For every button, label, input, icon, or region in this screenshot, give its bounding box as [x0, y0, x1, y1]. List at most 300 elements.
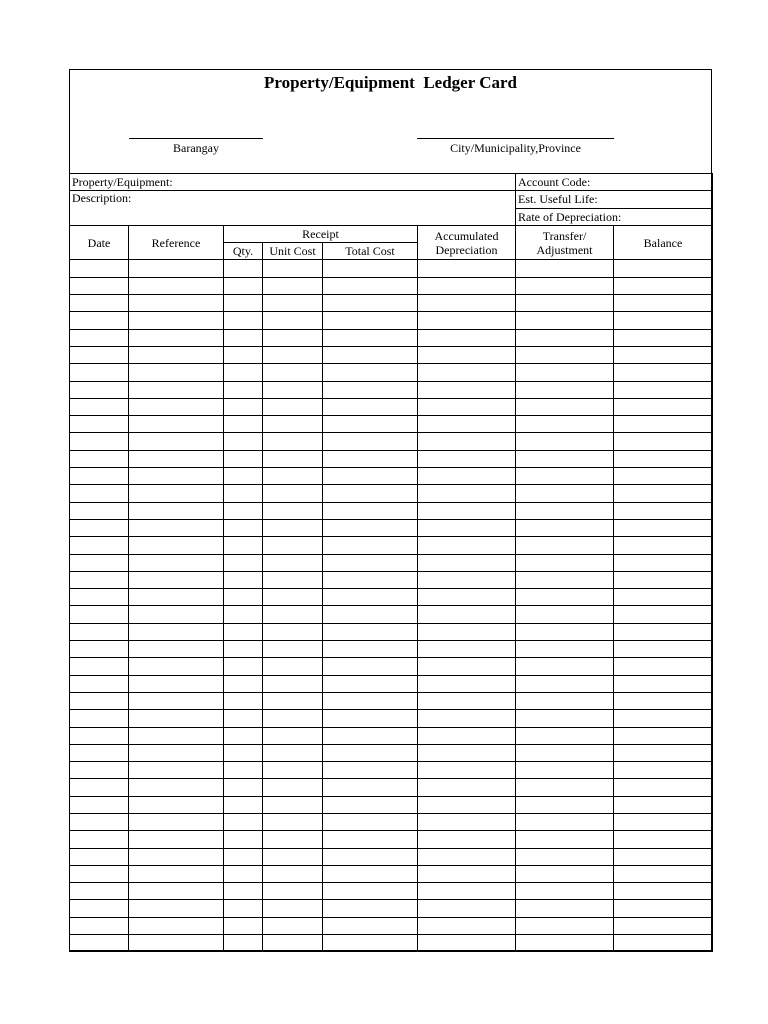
table-cell[interactable]	[323, 641, 418, 658]
table-cell[interactable]	[224, 779, 263, 796]
table-cell[interactable]	[614, 433, 713, 450]
table-cell[interactable]	[323, 346, 418, 363]
table-cell[interactable]	[418, 312, 516, 329]
table-cell[interactable]	[516, 468, 614, 485]
table-cell[interactable]	[129, 312, 224, 329]
table-cell[interactable]	[614, 589, 713, 606]
table-cell[interactable]	[224, 917, 263, 934]
table-cell[interactable]	[516, 554, 614, 571]
table-cell[interactable]	[418, 658, 516, 675]
table-cell[interactable]	[70, 381, 129, 398]
table-cell[interactable]	[263, 329, 323, 346]
table-cell[interactable]	[70, 917, 129, 934]
table-cell[interactable]	[516, 848, 614, 865]
table-cell[interactable]	[323, 468, 418, 485]
table-cell[interactable]	[323, 277, 418, 294]
table-cell[interactable]	[129, 606, 224, 623]
table-cell[interactable]	[224, 675, 263, 692]
table-cell[interactable]	[516, 641, 614, 658]
table-cell[interactable]	[263, 727, 323, 744]
table-cell[interactable]	[614, 398, 713, 415]
table-cell[interactable]	[418, 468, 516, 485]
table-cell[interactable]	[70, 485, 129, 502]
table-cell[interactable]	[224, 450, 263, 467]
table-cell[interactable]	[516, 692, 614, 709]
table-cell[interactable]	[129, 692, 224, 709]
table-cell[interactable]	[224, 485, 263, 502]
table-cell[interactable]	[614, 710, 713, 727]
table-cell[interactable]	[516, 710, 614, 727]
table-cell[interactable]	[323, 917, 418, 934]
table-cell[interactable]	[614, 468, 713, 485]
table-cell[interactable]	[516, 537, 614, 554]
table-cell[interactable]	[614, 502, 713, 519]
table-cell[interactable]	[323, 364, 418, 381]
table-cell[interactable]	[70, 398, 129, 415]
table-cell[interactable]	[263, 502, 323, 519]
table-cell[interactable]	[70, 433, 129, 450]
table-cell[interactable]	[614, 537, 713, 554]
table-cell[interactable]	[614, 692, 713, 709]
table-cell[interactable]	[263, 813, 323, 830]
table-cell[interactable]	[323, 623, 418, 640]
table-cell[interactable]	[516, 571, 614, 588]
table-cell[interactable]	[516, 589, 614, 606]
table-cell[interactable]	[418, 727, 516, 744]
table-cell[interactable]	[224, 658, 263, 675]
table-cell[interactable]	[224, 883, 263, 900]
table-cell[interactable]	[263, 485, 323, 502]
table-cell[interactable]	[614, 416, 713, 433]
table-cell[interactable]	[516, 744, 614, 761]
table-cell[interactable]	[263, 900, 323, 917]
table-cell[interactable]	[614, 519, 713, 536]
table-cell[interactable]	[323, 900, 418, 917]
table-cell[interactable]	[418, 502, 516, 519]
table-cell[interactable]	[70, 416, 129, 433]
table-cell[interactable]	[516, 900, 614, 917]
table-cell[interactable]	[70, 710, 129, 727]
table-cell[interactable]	[323, 848, 418, 865]
table-cell[interactable]	[70, 779, 129, 796]
table-cell[interactable]	[70, 606, 129, 623]
table-cell[interactable]	[418, 416, 516, 433]
table-cell[interactable]	[323, 519, 418, 536]
table-cell[interactable]	[516, 623, 614, 640]
table-cell[interactable]	[263, 658, 323, 675]
table-cell[interactable]	[516, 346, 614, 363]
table-cell[interactable]	[418, 623, 516, 640]
table-cell[interactable]	[263, 312, 323, 329]
table-cell[interactable]	[70, 571, 129, 588]
table-cell[interactable]	[129, 900, 224, 917]
table-cell[interactable]	[224, 277, 263, 294]
table-cell[interactable]	[516, 796, 614, 813]
table-cell[interactable]	[323, 831, 418, 848]
table-cell[interactable]	[418, 571, 516, 588]
table-cell[interactable]	[516, 416, 614, 433]
table-cell[interactable]	[224, 744, 263, 761]
table-cell[interactable]	[516, 935, 614, 952]
table-cell[interactable]	[418, 900, 516, 917]
table-cell[interactable]	[263, 450, 323, 467]
table-cell[interactable]	[323, 329, 418, 346]
table-cell[interactable]	[323, 675, 418, 692]
table-cell[interactable]	[70, 813, 129, 830]
table-cell[interactable]	[129, 675, 224, 692]
table-cell[interactable]	[614, 623, 713, 640]
table-cell[interactable]	[129, 589, 224, 606]
table-cell[interactable]	[129, 710, 224, 727]
table-cell[interactable]	[129, 329, 224, 346]
table-cell[interactable]	[129, 641, 224, 658]
table-cell[interactable]	[263, 641, 323, 658]
table-cell[interactable]	[263, 277, 323, 294]
table-cell[interactable]	[614, 329, 713, 346]
table-cell[interactable]	[70, 519, 129, 536]
table-cell[interactable]	[614, 935, 713, 952]
table-cell[interactable]	[263, 692, 323, 709]
table-cell[interactable]	[70, 364, 129, 381]
table-cell[interactable]	[263, 831, 323, 848]
table-cell[interactable]	[323, 935, 418, 952]
table-cell[interactable]	[129, 813, 224, 830]
table-cell[interactable]	[224, 900, 263, 917]
table-cell[interactable]	[70, 502, 129, 519]
table-cell[interactable]	[614, 883, 713, 900]
table-cell[interactable]	[263, 606, 323, 623]
table-cell[interactable]	[263, 398, 323, 415]
table-cell[interactable]	[224, 692, 263, 709]
table-cell[interactable]	[224, 606, 263, 623]
table-cell[interactable]	[70, 623, 129, 640]
table-cell[interactable]	[516, 450, 614, 467]
table-cell[interactable]	[418, 744, 516, 761]
table-cell[interactable]	[129, 831, 224, 848]
table-cell[interactable]	[263, 416, 323, 433]
table-cell[interactable]	[516, 865, 614, 882]
table-cell[interactable]	[418, 883, 516, 900]
table-cell[interactable]	[224, 364, 263, 381]
table-cell[interactable]	[418, 277, 516, 294]
table-cell[interactable]	[224, 537, 263, 554]
table-cell[interactable]	[323, 883, 418, 900]
table-cell[interactable]	[614, 900, 713, 917]
table-cell[interactable]	[418, 606, 516, 623]
table-cell[interactable]	[70, 848, 129, 865]
table-cell[interactable]	[224, 571, 263, 588]
table-cell[interactable]	[70, 589, 129, 606]
table-cell[interactable]	[224, 295, 263, 312]
table-cell[interactable]	[70, 744, 129, 761]
table-cell[interactable]	[614, 848, 713, 865]
table-cell[interactable]	[129, 398, 224, 415]
table-cell[interactable]	[263, 260, 323, 277]
table-cell[interactable]	[70, 468, 129, 485]
table-cell[interactable]	[418, 485, 516, 502]
table-cell[interactable]	[323, 485, 418, 502]
table-cell[interactable]	[323, 398, 418, 415]
table-cell[interactable]	[323, 416, 418, 433]
table-cell[interactable]	[614, 917, 713, 934]
table-cell[interactable]	[323, 606, 418, 623]
table-cell[interactable]	[224, 554, 263, 571]
table-cell[interactable]	[224, 865, 263, 882]
table-cell[interactable]	[263, 589, 323, 606]
table-cell[interactable]	[129, 935, 224, 952]
table-cell[interactable]	[614, 727, 713, 744]
table-cell[interactable]	[129, 450, 224, 467]
table-cell[interactable]	[323, 450, 418, 467]
table-cell[interactable]	[614, 450, 713, 467]
table-cell[interactable]	[70, 692, 129, 709]
table-cell[interactable]	[70, 796, 129, 813]
table-cell[interactable]	[614, 571, 713, 588]
table-cell[interactable]	[418, 519, 516, 536]
table-cell[interactable]	[418, 813, 516, 830]
table-cell[interactable]	[516, 329, 614, 346]
table-cell[interactable]	[516, 917, 614, 934]
table-cell[interactable]	[70, 312, 129, 329]
table-cell[interactable]	[614, 865, 713, 882]
table-cell[interactable]	[418, 692, 516, 709]
table-cell[interactable]	[516, 519, 614, 536]
table-cell[interactable]	[70, 260, 129, 277]
table-cell[interactable]	[224, 346, 263, 363]
table-cell[interactable]	[70, 658, 129, 675]
table-cell[interactable]	[263, 554, 323, 571]
table-cell[interactable]	[323, 554, 418, 571]
table-cell[interactable]	[263, 381, 323, 398]
table-cell[interactable]	[323, 762, 418, 779]
table-cell[interactable]	[418, 935, 516, 952]
table-cell[interactable]	[516, 779, 614, 796]
table-cell[interactable]	[418, 554, 516, 571]
table-cell[interactable]	[516, 813, 614, 830]
table-cell[interactable]	[418, 450, 516, 467]
table-cell[interactable]	[614, 796, 713, 813]
table-cell[interactable]	[129, 485, 224, 502]
table-cell[interactable]	[418, 346, 516, 363]
table-cell[interactable]	[129, 865, 224, 882]
table-cell[interactable]	[323, 813, 418, 830]
table-cell[interactable]	[418, 641, 516, 658]
table-cell[interactable]	[614, 277, 713, 294]
table-cell[interactable]	[224, 502, 263, 519]
table-cell[interactable]	[516, 433, 614, 450]
table-cell[interactable]	[129, 277, 224, 294]
table-cell[interactable]	[224, 468, 263, 485]
table-cell[interactable]	[614, 641, 713, 658]
table-cell[interactable]	[323, 710, 418, 727]
table-cell[interactable]	[614, 831, 713, 848]
table-cell[interactable]	[129, 468, 224, 485]
table-cell[interactable]	[263, 865, 323, 882]
table-cell[interactable]	[614, 485, 713, 502]
table-cell[interactable]	[516, 606, 614, 623]
table-cell[interactable]	[614, 381, 713, 398]
table-cell[interactable]	[70, 727, 129, 744]
table-cell[interactable]	[516, 260, 614, 277]
table-cell[interactable]	[129, 554, 224, 571]
table-cell[interactable]	[614, 744, 713, 761]
table-cell[interactable]	[263, 917, 323, 934]
table-cell[interactable]	[263, 346, 323, 363]
table-cell[interactable]	[516, 883, 614, 900]
table-cell[interactable]	[263, 848, 323, 865]
table-cell[interactable]	[323, 260, 418, 277]
table-cell[interactable]	[224, 796, 263, 813]
table-cell[interactable]	[263, 710, 323, 727]
table-cell[interactable]	[70, 554, 129, 571]
table-cell[interactable]	[614, 675, 713, 692]
table-cell[interactable]	[323, 502, 418, 519]
table-cell[interactable]	[418, 848, 516, 865]
table-cell[interactable]	[129, 623, 224, 640]
table-cell[interactable]	[263, 883, 323, 900]
table-cell[interactable]	[129, 917, 224, 934]
table-cell[interactable]	[129, 260, 224, 277]
table-cell[interactable]	[129, 346, 224, 363]
table-cell[interactable]	[516, 364, 614, 381]
table-cell[interactable]	[323, 537, 418, 554]
table-cell[interactable]	[418, 260, 516, 277]
table-cell[interactable]	[516, 502, 614, 519]
table-cell[interactable]	[70, 277, 129, 294]
table-cell[interactable]	[323, 779, 418, 796]
table-cell[interactable]	[323, 295, 418, 312]
table-cell[interactable]	[224, 727, 263, 744]
table-cell[interactable]	[263, 935, 323, 952]
table-cell[interactable]	[224, 623, 263, 640]
table-cell[interactable]	[323, 658, 418, 675]
table-cell[interactable]	[263, 295, 323, 312]
table-cell[interactable]	[418, 710, 516, 727]
table-cell[interactable]	[323, 796, 418, 813]
table-cell[interactable]	[224, 416, 263, 433]
table-cell[interactable]	[263, 519, 323, 536]
table-cell[interactable]	[263, 762, 323, 779]
table-cell[interactable]	[323, 571, 418, 588]
table-cell[interactable]	[70, 346, 129, 363]
table-cell[interactable]	[224, 641, 263, 658]
table-cell[interactable]	[224, 762, 263, 779]
table-cell[interactable]	[418, 796, 516, 813]
table-cell[interactable]	[129, 744, 224, 761]
table-cell[interactable]	[323, 433, 418, 450]
table-cell[interactable]	[516, 762, 614, 779]
table-cell[interactable]	[70, 295, 129, 312]
table-cell[interactable]	[418, 433, 516, 450]
table-cell[interactable]	[70, 831, 129, 848]
table-cell[interactable]	[263, 744, 323, 761]
table-cell[interactable]	[224, 329, 263, 346]
table-cell[interactable]	[516, 727, 614, 744]
table-cell[interactable]	[129, 571, 224, 588]
table-cell[interactable]	[129, 762, 224, 779]
table-cell[interactable]	[224, 312, 263, 329]
table-cell[interactable]	[70, 641, 129, 658]
table-cell[interactable]	[129, 727, 224, 744]
table-cell[interactable]	[418, 537, 516, 554]
table-cell[interactable]	[516, 277, 614, 294]
table-cell[interactable]	[614, 813, 713, 830]
table-cell[interactable]	[129, 295, 224, 312]
table-cell[interactable]	[70, 329, 129, 346]
table-cell[interactable]	[129, 433, 224, 450]
table-cell[interactable]	[224, 813, 263, 830]
table-cell[interactable]	[516, 312, 614, 329]
table-cell[interactable]	[263, 779, 323, 796]
table-cell[interactable]	[614, 762, 713, 779]
table-cell[interactable]	[323, 727, 418, 744]
table-cell[interactable]	[418, 917, 516, 934]
table-cell[interactable]	[614, 312, 713, 329]
table-cell[interactable]	[224, 589, 263, 606]
table-cell[interactable]	[263, 571, 323, 588]
table-cell[interactable]	[129, 381, 224, 398]
table-cell[interactable]	[70, 935, 129, 952]
table-cell[interactable]	[418, 381, 516, 398]
table-cell[interactable]	[418, 329, 516, 346]
table-cell[interactable]	[263, 675, 323, 692]
table-cell[interactable]	[418, 779, 516, 796]
table-cell[interactable]	[323, 589, 418, 606]
table-cell[interactable]	[70, 865, 129, 882]
table-cell[interactable]	[614, 606, 713, 623]
table-cell[interactable]	[129, 416, 224, 433]
table-cell[interactable]	[224, 831, 263, 848]
table-cell[interactable]	[224, 398, 263, 415]
table-cell[interactable]	[129, 364, 224, 381]
table-cell[interactable]	[263, 623, 323, 640]
table-cell[interactable]	[224, 381, 263, 398]
table-cell[interactable]	[263, 796, 323, 813]
table-cell[interactable]	[70, 883, 129, 900]
table-cell[interactable]	[418, 295, 516, 312]
table-cell[interactable]	[129, 779, 224, 796]
table-cell[interactable]	[516, 485, 614, 502]
table-cell[interactable]	[263, 433, 323, 450]
table-cell[interactable]	[70, 675, 129, 692]
table-cell[interactable]	[516, 398, 614, 415]
table-cell[interactable]	[418, 831, 516, 848]
table-cell[interactable]	[224, 848, 263, 865]
table-cell[interactable]	[224, 433, 263, 450]
table-cell[interactable]	[614, 779, 713, 796]
table-cell[interactable]	[323, 381, 418, 398]
table-cell[interactable]	[418, 398, 516, 415]
table-cell[interactable]	[418, 675, 516, 692]
table-cell[interactable]	[323, 744, 418, 761]
table-cell[interactable]	[129, 883, 224, 900]
table-cell[interactable]	[224, 519, 263, 536]
table-cell[interactable]	[70, 537, 129, 554]
table-cell[interactable]	[614, 260, 713, 277]
table-cell[interactable]	[418, 762, 516, 779]
table-cell[interactable]	[516, 658, 614, 675]
table-cell[interactable]	[516, 381, 614, 398]
table-cell[interactable]	[129, 796, 224, 813]
table-cell[interactable]	[323, 692, 418, 709]
table-cell[interactable]	[323, 865, 418, 882]
table-cell[interactable]	[224, 260, 263, 277]
table-cell[interactable]	[614, 346, 713, 363]
table-cell[interactable]	[129, 502, 224, 519]
table-cell[interactable]	[129, 537, 224, 554]
table-cell[interactable]	[614, 364, 713, 381]
table-cell[interactable]	[614, 658, 713, 675]
